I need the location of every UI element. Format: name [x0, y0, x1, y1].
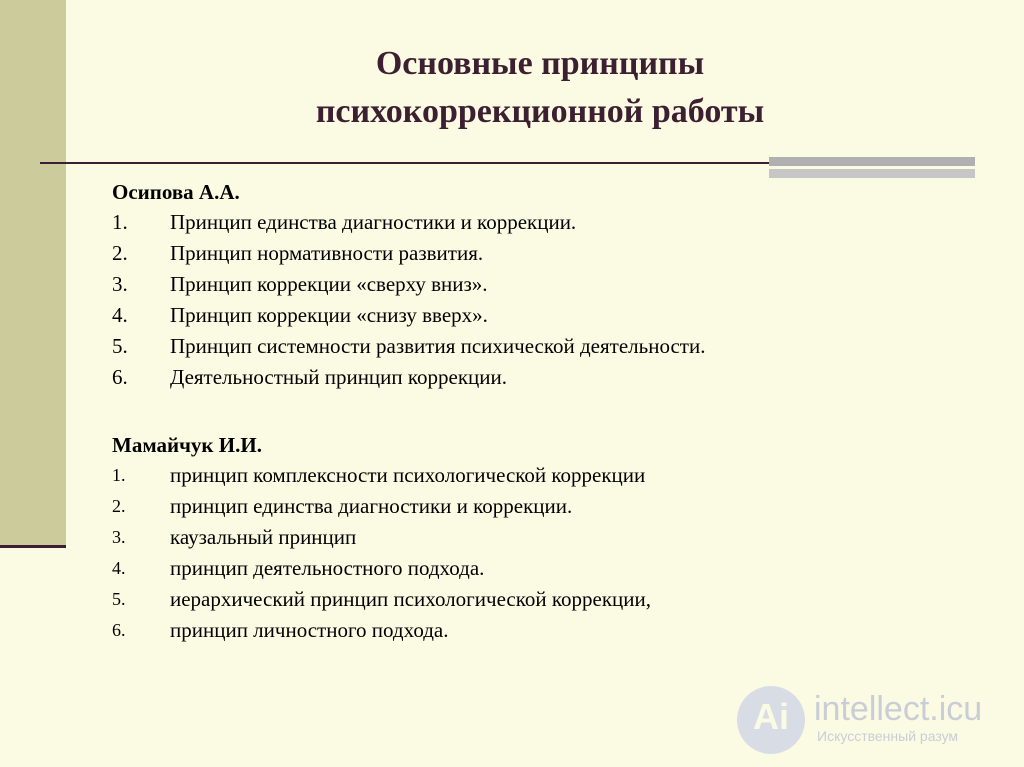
- title-divider: [40, 162, 775, 164]
- list-item: [112, 238, 872, 269]
- list-item: [112, 269, 872, 300]
- section-spacer: [112, 393, 872, 430]
- logo-letters: Ai: [753, 696, 789, 737]
- title-line-2: психокоррекционной работы: [315, 93, 765, 130]
- item-number: 6.: [112, 365, 128, 389]
- principles-list-osipova: [112, 207, 872, 393]
- list-item: [112, 460, 872, 491]
- left-band-underline: [0, 545, 66, 548]
- list-item: [112, 491, 872, 522]
- slide-content: [112, 177, 872, 646]
- principles-list-mamaychuk: [112, 460, 872, 646]
- item-number: 6.: [112, 620, 126, 640]
- item-number: 1.: [112, 210, 128, 234]
- item-number: 4.: [112, 303, 128, 327]
- item-number: 4.: [112, 558, 126, 578]
- item-text: принцип комплексности психологической коррекции: [170, 463, 646, 487]
- list-item: [112, 615, 872, 646]
- ai-logo-icon: [737, 686, 805, 754]
- list-item: [112, 553, 872, 584]
- item-number: 2.: [112, 241, 128, 265]
- item-number: 2.: [112, 496, 126, 516]
- item-number: 5.: [112, 589, 126, 609]
- item-text: принцип единства диагностики и коррекции.: [170, 494, 573, 518]
- item-text: Принцип единства диагностики и коррекции.: [170, 210, 577, 234]
- item-text: Принцип коррекции «снизу вверх».: [170, 303, 488, 327]
- item-number: 1.: [112, 465, 126, 485]
- list-item: [112, 522, 872, 553]
- list-item: [112, 584, 872, 615]
- item-text: Принцип коррекции «сверху вниз».: [170, 272, 488, 296]
- item-text: Принцип нормативности развития.: [170, 241, 484, 265]
- list-item: [112, 207, 872, 238]
- author-heading-osipova: Осипова А.А.: [112, 180, 240, 204]
- item-text: Деятельностный принцип коррекции.: [170, 365, 508, 389]
- item-text: каузальный принцип: [170, 525, 357, 549]
- list-item: [112, 300, 872, 331]
- item-text: принцип личностного подхода.: [170, 618, 449, 642]
- author-heading-mamaychuk: Мамайчук И.И.: [112, 433, 262, 457]
- item-text: Принцип системности развития психической деятельности.: [170, 334, 706, 358]
- list-item: [112, 331, 872, 362]
- watermark-tagline: Искусственный разум: [817, 728, 959, 744]
- slide-title: [230, 40, 850, 136]
- item-number: 5.: [112, 334, 128, 358]
- item-number: 3.: [112, 272, 128, 296]
- item-text: иерархический принцип психологической коррекции,: [170, 587, 651, 611]
- list-item: [112, 362, 872, 393]
- title-line-1: Основные принципы: [375, 45, 705, 82]
- left-decorative-band: [0, 0, 66, 548]
- accent-bar: [769, 157, 975, 178]
- item-text: принцип деятельностного подхода.: [170, 556, 485, 580]
- watermark-brand: intellect.icu: [814, 690, 983, 728]
- item-number: 3.: [112, 527, 126, 547]
